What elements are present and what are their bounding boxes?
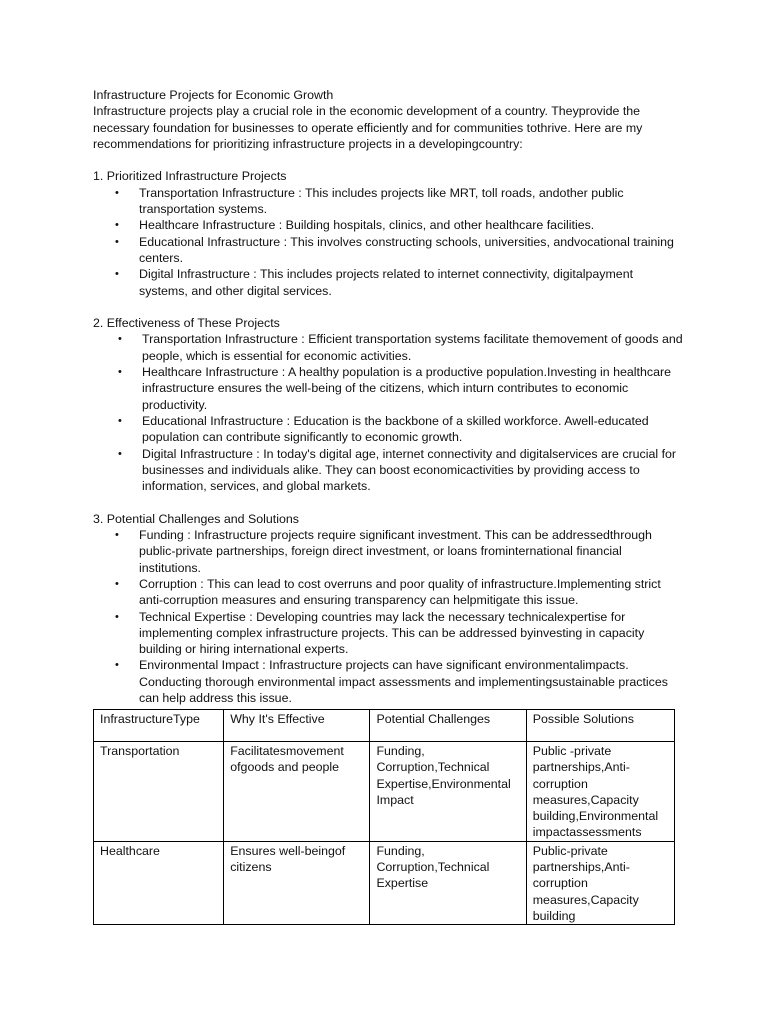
bullet-icon: • bbox=[115, 235, 119, 248]
list-item bbox=[93, 446, 683, 495]
list-item bbox=[93, 266, 683, 299]
list-item bbox=[93, 527, 683, 576]
section-heading: 1. Prioritized Infrastructure Projects bbox=[93, 169, 287, 184]
list-item bbox=[93, 364, 683, 413]
list-item bbox=[93, 331, 683, 364]
list-item-text: Healthcare Infrastructure : Building hospitals, clinics, and other healthcare facilities. bbox=[139, 218, 595, 233]
document-body bbox=[93, 87, 683, 706]
section-heading: 3. Potential Challenges and Solutions bbox=[93, 511, 299, 526]
column-header: Possible Solutions bbox=[526, 710, 674, 742]
list-item-text: Funding : Infrastructure projects require significant investment. This can be addressedthrough public-private partnerships, foreign direct investment, or loans frominternational financial institutions. bbox=[139, 528, 652, 575]
bullet-list bbox=[93, 185, 683, 299]
table-row bbox=[94, 841, 675, 924]
list-item bbox=[93, 609, 683, 658]
bullet-icon: • bbox=[115, 186, 119, 199]
table-cell: Facilitatesmovement ofgoods and people bbox=[224, 742, 370, 842]
list-item-text: Environmental Impact : Infrastructure projects can have significant environmentalimpacts. Conducting thorough environmental impact assessments and implementingsustainable practices can help address this issue. bbox=[139, 658, 668, 705]
summary-table bbox=[93, 709, 675, 925]
list-item bbox=[93, 657, 683, 706]
table-header-row bbox=[94, 710, 675, 742]
column-header: InfrastructureType bbox=[94, 710, 224, 742]
section-heading: 2. Effectiveness of These Projects bbox=[93, 316, 280, 331]
bullet-list bbox=[93, 331, 683, 494]
list-item bbox=[93, 217, 683, 233]
table-cell: Public -private partnerships,Anti-corruption measures,Capacity building,Environmental impactassessments bbox=[526, 742, 674, 842]
bullet-icon: • bbox=[115, 659, 119, 672]
table-cell: Transportation bbox=[94, 742, 224, 842]
table-cell: Ensures well-beingof citizens bbox=[224, 841, 370, 924]
bullet-icon: • bbox=[118, 333, 122, 346]
bullet-icon: • bbox=[115, 219, 119, 232]
spacer bbox=[93, 494, 683, 510]
list-item-text: Digital Infrastructure : This includes projects related to internet connectivity, digitalpayment systems, and other digital services. bbox=[139, 267, 634, 298]
bullet-icon: • bbox=[115, 268, 119, 281]
bullet-icon: • bbox=[118, 447, 122, 460]
list-item-text: Corruption : This can lead to cost overruns and poor quality of infrastructure.Implementing strict anti-corruption measures and ensuring transparency can helpmitigate this issue. bbox=[139, 576, 661, 608]
list-item bbox=[93, 413, 683, 446]
spacer bbox=[93, 152, 683, 168]
list-item-text: Digital Infrastructure : In today's digital age, internet connectivity and digitalservices are crucial for businesses and individuals alike. They can boost economicactivities by providing access to information, services, and global markets. bbox=[142, 446, 677, 494]
table-cell: Funding, Corruption,Technical Expertise,Environmental Impact bbox=[370, 742, 526, 842]
list-item bbox=[93, 185, 683, 218]
bullet-icon: • bbox=[118, 366, 122, 379]
intro-paragraph: Infrastructure projects play a crucial role in the economic development of a country. Theyprovide the necessary foundation for businesses to operate efficiently and for communities tothrive. Here are my recommendations for prioritizing infrastructure projects in a developingcountry: bbox=[93, 104, 643, 151]
spacer bbox=[93, 299, 683, 315]
bullet-icon: • bbox=[115, 577, 119, 590]
column-header: Why It's Effective bbox=[224, 710, 370, 742]
list-item-text: Transportation Infrastructure : Efficient transportation systems facilitate themovement of goods and people, which is essential for economic activities. bbox=[142, 332, 683, 363]
bullet-list bbox=[93, 527, 683, 706]
table-row bbox=[94, 742, 675, 842]
column-header: Potential Challenges bbox=[370, 710, 526, 742]
list-item-text: Technical Expertise : Developing countries may lack the necessary technicalexpertise for implementing complex infrastructure projects. This can be addressed byinvesting in capacity building or hiring international experts. bbox=[139, 609, 645, 657]
list-item bbox=[93, 234, 683, 267]
list-item bbox=[93, 576, 683, 609]
list-item-text: Healthcare Infrastructure : A healthy population is a productive population.Investing in healthcare infrastructure ensures the well-being of the citizens, which inturn contributes to economic productivity. bbox=[142, 365, 671, 412]
bullet-icon: • bbox=[115, 610, 119, 623]
table-cell: Funding, Corruption,Technical Expertise bbox=[370, 841, 526, 924]
bullet-icon: • bbox=[115, 529, 119, 542]
list-item-text: Transportation Infrastructure : This includes projects like MRT, toll roads, andother public transportation systems. bbox=[139, 185, 624, 217]
list-item-text: Educational Infrastructure : This involves constructing schools, universities, andvocational training centers. bbox=[139, 234, 674, 265]
list-item-text: Educational Infrastructure : Education is the backbone of a skilled workforce. Awell-educated population can contribute significantly to economic growth. bbox=[142, 413, 649, 445]
table-cell: Public-private partnerships,Anti-corruption measures,Capacity building bbox=[526, 841, 674, 924]
bullet-icon: • bbox=[118, 414, 122, 427]
document-title: Infrastructure Projects for Economic Growth bbox=[93, 88, 334, 102]
table-cell: Healthcare bbox=[94, 841, 224, 924]
